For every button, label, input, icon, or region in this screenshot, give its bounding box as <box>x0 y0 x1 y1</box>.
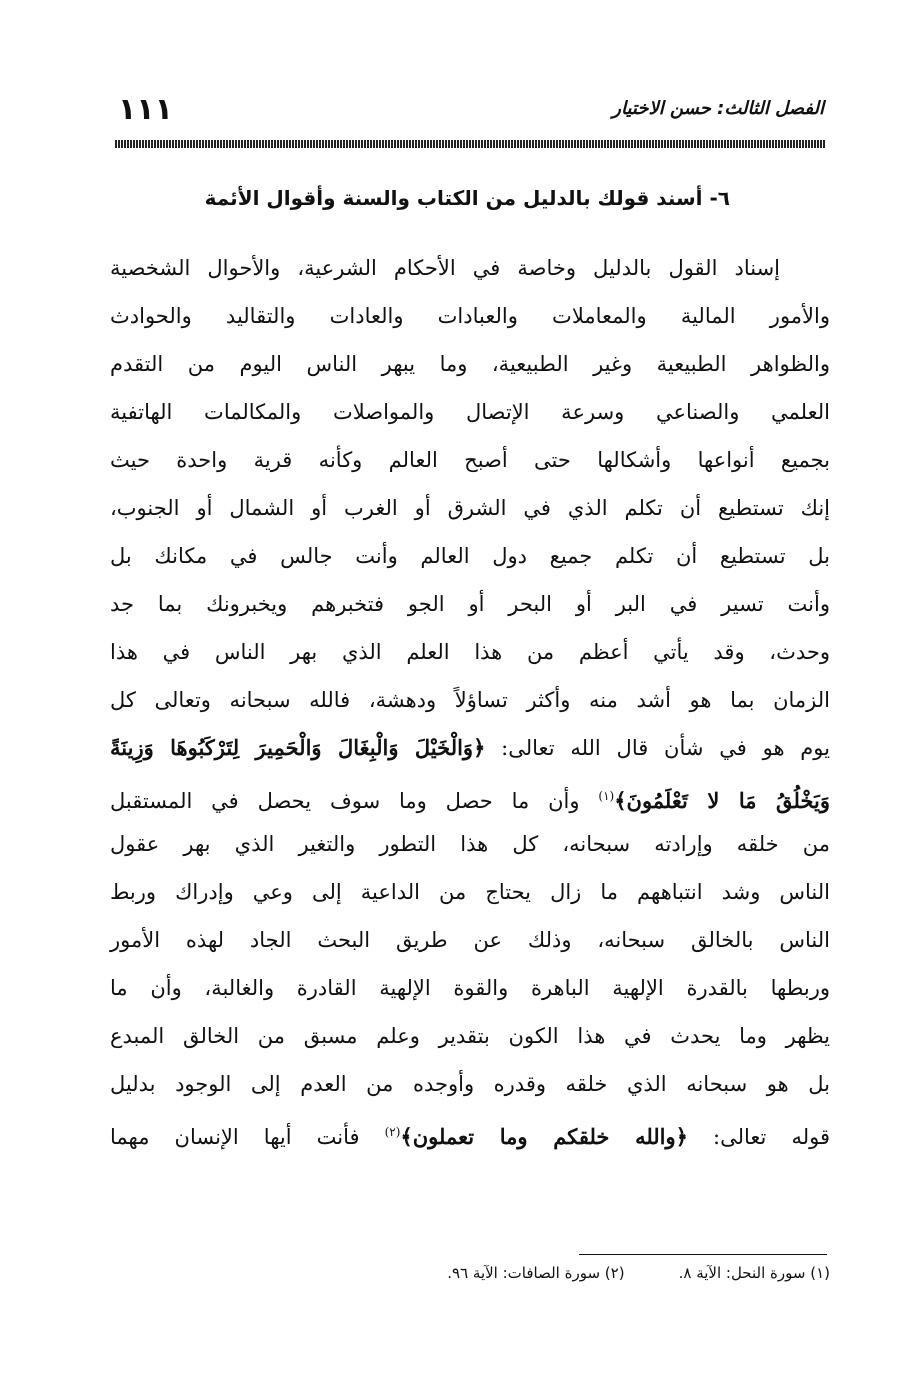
text-line: الزمان بما هو أشد منه وأكثر تساؤلاً ودهشة، فالله سبحانه وتعالى كل <box>110 688 830 712</box>
page-number: ١١١ <box>118 92 173 127</box>
text-line <box>110 1108 830 1156</box>
text-line: الناس وشد انتباههم ما زال يحتاج من الداعية إلى وعي وإدراك وربط <box>110 880 830 904</box>
text-line: من خلقه وإرادته سبحانه، كل هذا التطور والتغير الذي بهر عقول <box>110 832 830 856</box>
text-line: والأمور المالية والمعاملات والعبادات والعادات والتقاليد والحوادث <box>110 304 830 328</box>
text-line: إسناد القول بالدليل وخاصة في الأحكام الشرعية، والأحوال الشخصية <box>110 256 780 280</box>
text-segment: وأن ما حصل وما سوف يحصل في المستقبل <box>110 789 599 813</box>
text-line: إنك تستطيع أن تكلم الذي في الشرق أو الغرب أو الشمال أو الجنوب، <box>110 496 830 520</box>
text-line: العلمي والصناعي وسرعة الإتصال والمواصلات والمكالمات الهاتفية <box>110 400 830 424</box>
text-segment: يوم هو في شأن قال الله تعالى: <box>485 736 830 760</box>
footnote-ref: (١) <box>598 789 615 803</box>
header-divider <box>115 140 825 148</box>
text-segment: فأنت أيها الإنسان مهما <box>110 1125 385 1149</box>
text-line: الناس بالخالق سبحانه، وذلك عن طريق البحث الجاد لهذه الأمور <box>110 928 830 952</box>
footnote-ref: (٢) <box>384 1125 401 1139</box>
text-line: وحدث، وقد يأتي أعظم من هذا العلم الذي بهر الناس في هذا <box>110 640 830 664</box>
footnote-1: (١) سورة النحل: الآية ٨. <box>678 1264 830 1282</box>
footnote-divider <box>579 1254 827 1255</box>
footnotes <box>230 1264 830 1282</box>
text-line: يظهر وما يحدث في هذا الكون بتقدير وعلم مسبق من الخالق المبدع <box>110 1024 830 1048</box>
page-header <box>112 92 824 132</box>
text-line: والظواهر الطبيعية وغير الطبيعية، وما يبهر الناس اليوم من التقدم <box>110 352 830 376</box>
footnote-2: (٢) سورة الصافات: الآية ٩٦. <box>447 1264 625 1282</box>
body-text <box>110 244 830 1156</box>
text-line <box>110 724 830 772</box>
quran-verse: ﴿وَالْخَيْلَ وَالْبِغَالَ وَالْحَمِيرَ لِتَرْكَبُوهَا وَزِينَةً <box>110 735 486 760</box>
text-line: بل هو سبحانه الذي خلقه وقدره وأوجده من العدم إلى الوجود بدليل <box>110 1072 830 1096</box>
text-line: بل تستطيع أن تكلم جميع دول العالم وأنت جالس في مكانك بل <box>110 544 830 568</box>
text-segment: قوله تعالى: <box>687 1125 830 1149</box>
text-line <box>110 772 830 820</box>
quran-verse: ﴿والله خلقكم وما تعملون﴾ <box>400 1124 688 1149</box>
text-line: وربطها بالقدرة الإلهية الباهرة والقوة الإلهية القادرة والغالبة، وأن ما <box>110 976 830 1000</box>
text-line: وأنت تسير في البر أو البحر أو الجو فتخبرهم ويخبرونك بما جد <box>110 592 830 616</box>
section-title: ٦- أسند قولك بالدليل من الكتاب والسنة وأقوال الأئمة <box>204 186 730 210</box>
quran-verse: وَيَخْلُقُ مَا لا تَعْلَمُونَ﴾ <box>614 788 830 813</box>
text-line: بجميع أنواعها وأشكالها حتى أصبح العالم وكأنه قرية واحدة حيث <box>110 448 830 472</box>
chapter-title: الفصل الثالث: حسن الاختيار <box>612 98 824 119</box>
